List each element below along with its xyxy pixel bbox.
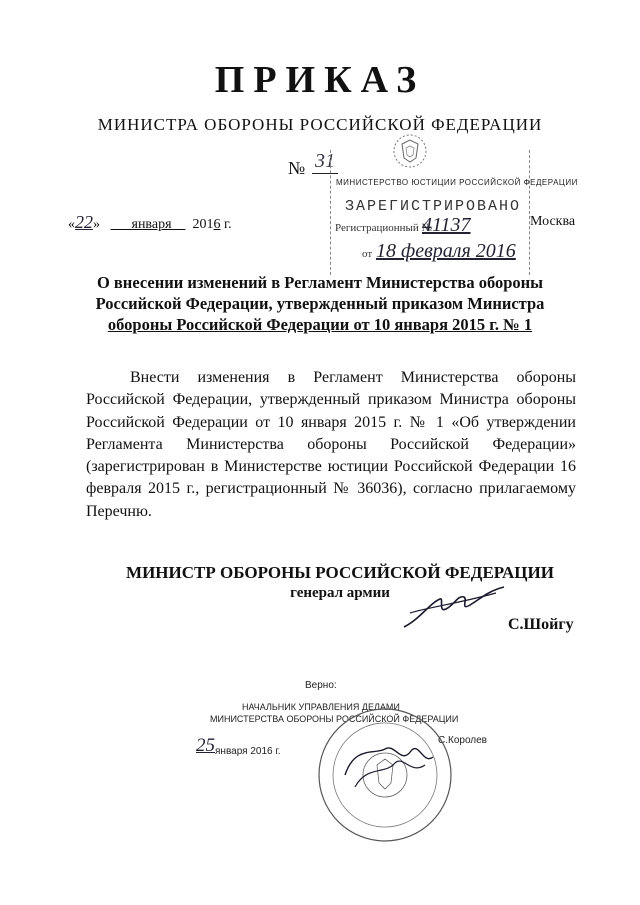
minister-signature (400, 583, 510, 633)
signatory-title: МИНИСТР ОБОРОНЫ РОССИЙСКОЙ ФЕДЕРАЦИИ (126, 563, 554, 582)
stamp-reg-date: 18 февраля 2016 (376, 240, 516, 262)
date-year-unit: г. (224, 217, 232, 232)
certification-position-line-2: МИНИСТЕРСТВА ОБОРОНЫ РОССИЙСКОЙ ФЕДЕРАЦИИ (210, 714, 459, 724)
heading-line-3: обороны Российской Федерации от 10 января 2015 г. № 1 (107, 315, 533, 334)
stamp-reg-label: Регистрационный № (335, 222, 433, 234)
certification-date-day: 25 (196, 735, 215, 756)
certification-verno: Верно: (305, 680, 337, 691)
order-number-label: № (288, 158, 306, 178)
document-title: ПРИКАЗ (214, 59, 426, 101)
official-round-seal (315, 705, 455, 845)
order-date (68, 212, 232, 233)
order-number-value: 31 (312, 150, 338, 174)
order-body: Внести изменения в Регламент Министерства обороны Российской Федерации, утвержденный приказом Министра обороны Российской Федерации от 10 января 2015 г. № 1 «Об утверждении Регламента Министерства обороны Российской Федерации» (зарегистрирован в Министерстве юстиции Российской Федерации 16 февраля 2015 г., регистрационный № 36036), согласно прилагаемому Перечню. (86, 369, 576, 520)
issuer-line: МИНИСТРА ОБОРОНЫ РОССИЙСКОЙ ФЕДЕРАЦИИ (97, 115, 543, 134)
date-year-prefix: 201 (192, 217, 214, 232)
certifier-name: С.Королев (438, 735, 487, 746)
order-heading (0, 272, 640, 335)
signatory-rank: генерал армии (290, 585, 390, 601)
stamp-ministry-name: МИНИСТЕРСТВО ЮСТИЦИИ РОССИЙСКОЙ ФЕДЕРАЦИИ (336, 178, 578, 187)
city: Москва (530, 214, 576, 229)
date-close-quote: » (93, 217, 100, 232)
signatory-name: С.Шойгу (508, 616, 574, 633)
stamp-date-label: от (362, 248, 373, 260)
certification-position-line-1: НАЧАЛЬНИК УПРАВЛЕНИЯ ДЕЛАМИ (242, 702, 400, 712)
date-day: 22 (75, 212, 93, 232)
date-open-quote: « (68, 217, 75, 232)
heading-line-2: Российской Федерации, утвержденный приказом Министра (95, 294, 545, 313)
date-month: января (131, 217, 172, 232)
certification-date: января 2016 г. (215, 746, 281, 757)
stamp-status: ЗАРЕГИСТРИРОВАНО (345, 198, 522, 215)
heading-line-1: О внесении изменений в Регламент Министерства обороны (96, 273, 544, 292)
date-year-suffix: 6 (213, 217, 221, 232)
stamp-reg-number: 41137 (422, 214, 471, 236)
